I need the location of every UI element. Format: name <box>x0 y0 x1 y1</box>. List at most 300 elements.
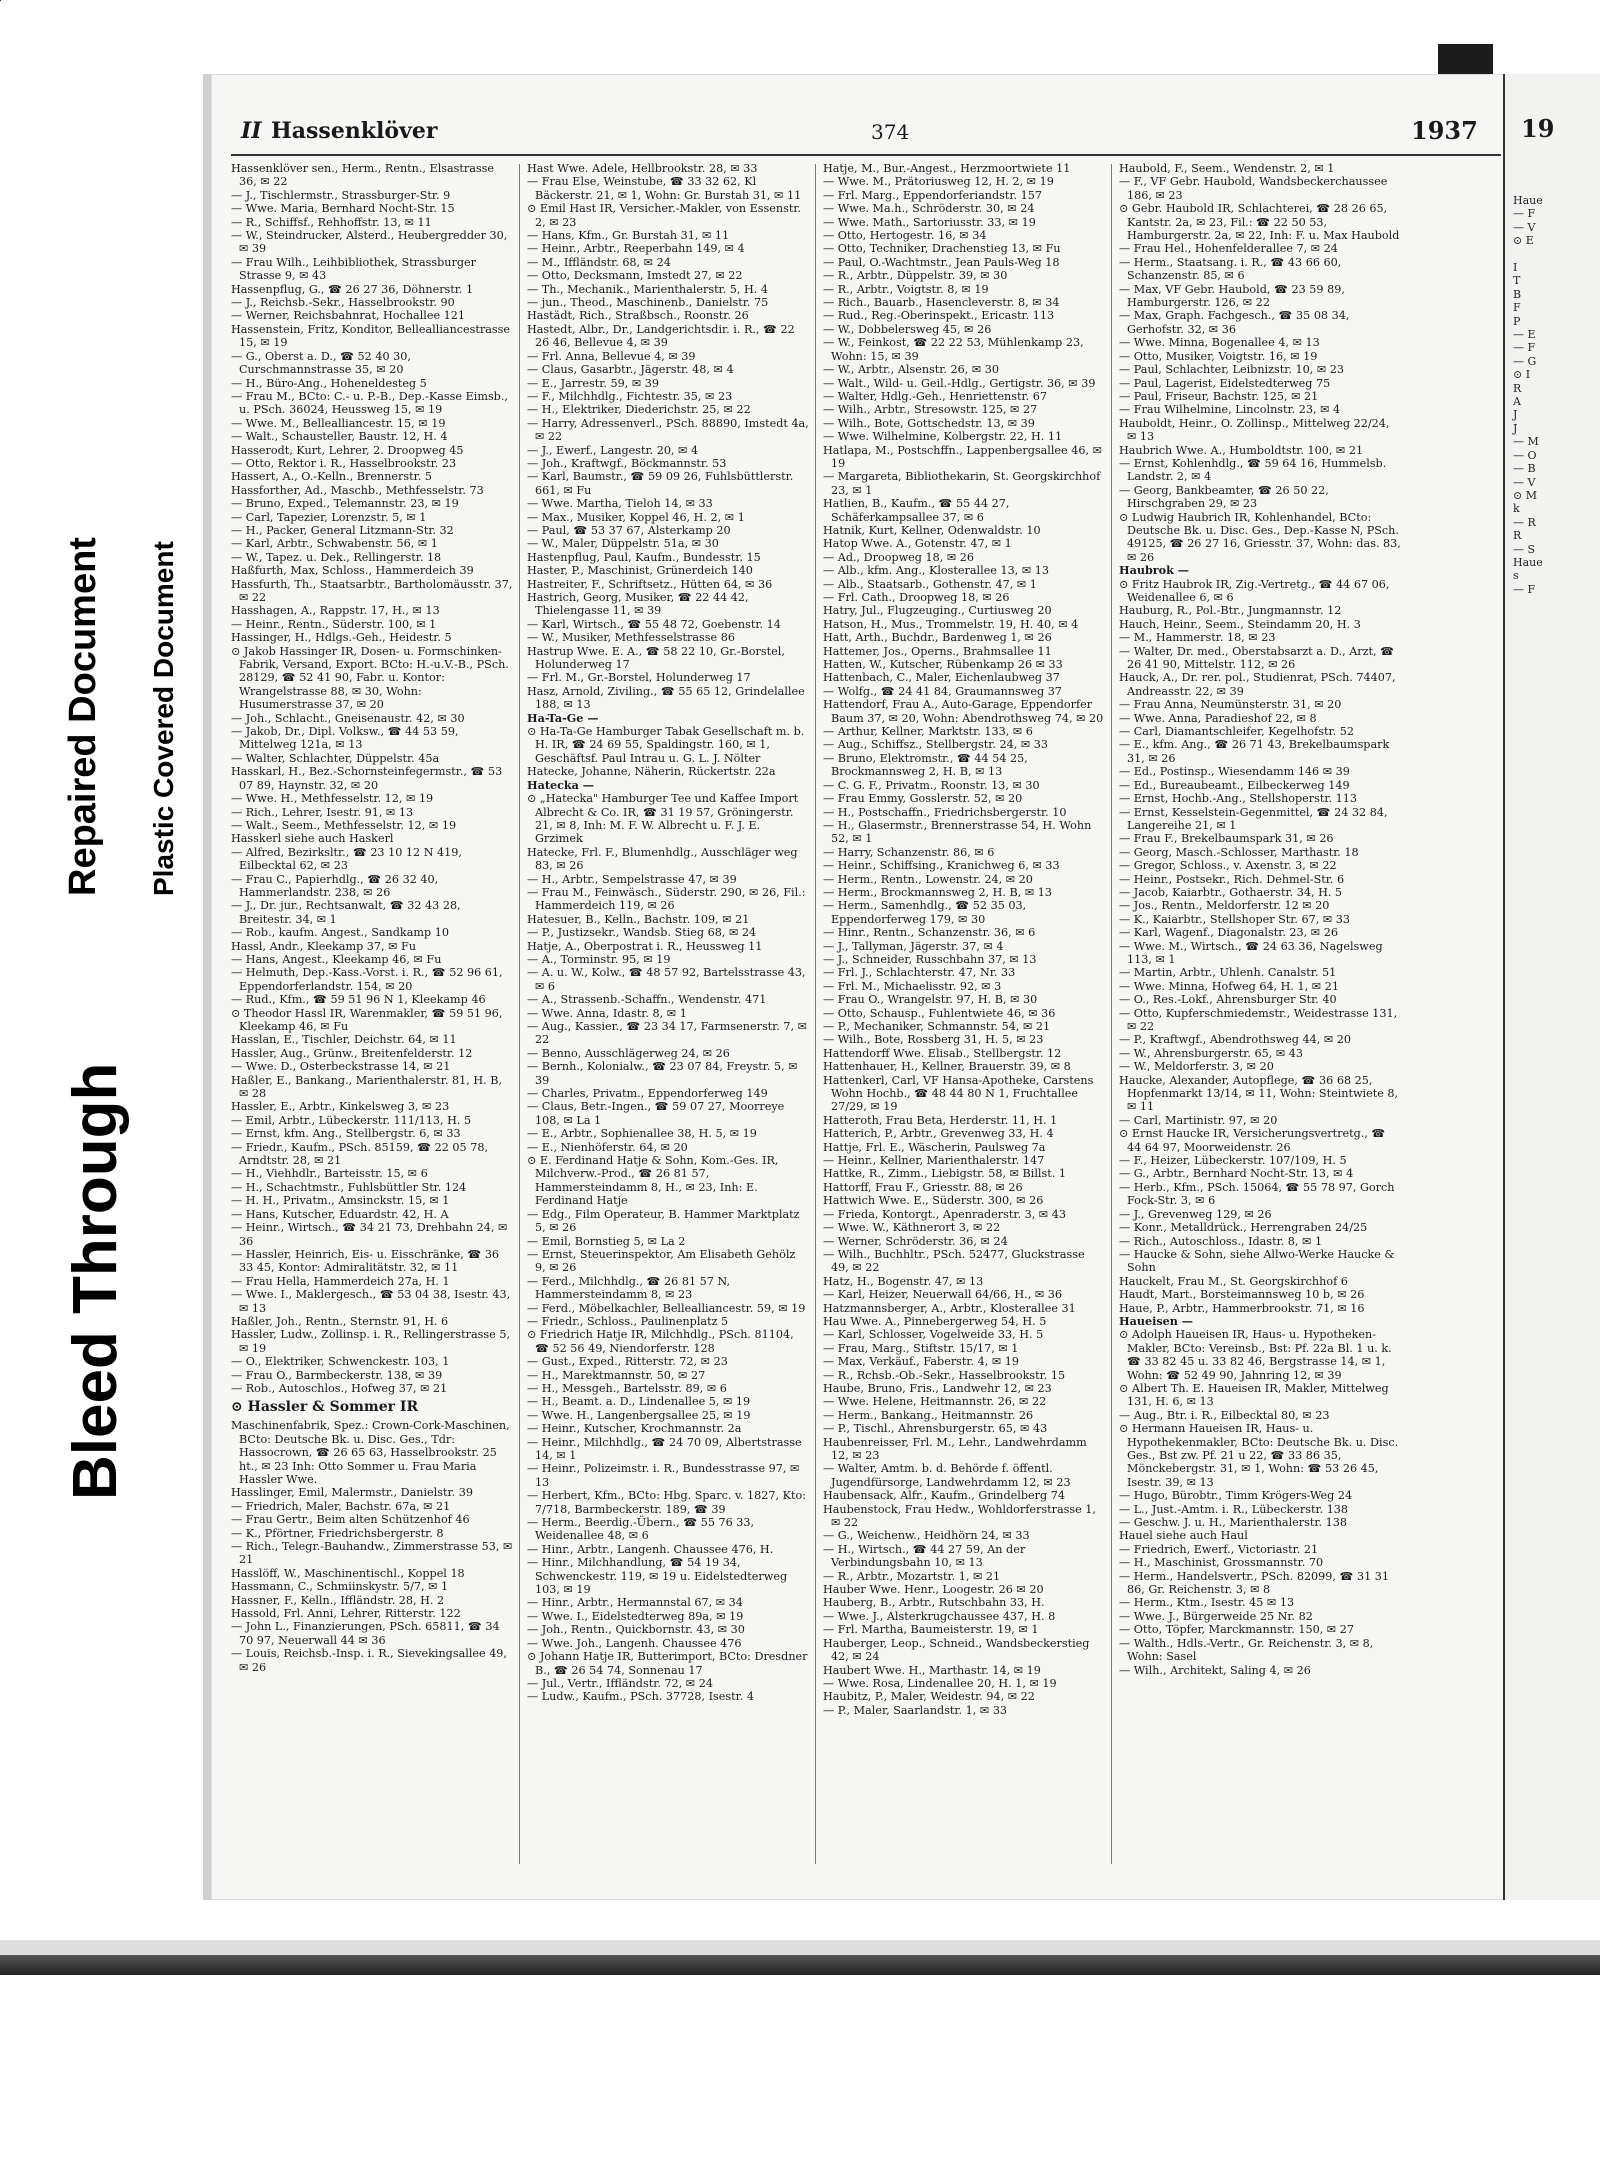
directory-entry: Hauch, Heinr., Seem., Steindamm 20, H. 3 <box>1119 617 1361 631</box>
directory-entry: — H., Maschinist, Grossmannstr. 70 <box>1119 1556 1324 1570</box>
directory-entry: Hattenkerl, Carl, VF Hansa-Apotheke, Carstens Wohn Hochb., ☎ 48 44 80 N 1, Fruchtallee 27/29, ✉ 19 <box>823 1073 1094 1114</box>
directory-entry: — Wwe. Math., Sartoriusstr. 33, ✉ 19 <box>823 215 1036 229</box>
directory-entry: — Heinr., Arbtr., Reeperbahn 149, ✉ 4 <box>527 242 745 256</box>
directory-entry: Hauburg, R., Pol.-Btr., Jungmannstr. 12 <box>1119 604 1342 618</box>
directory-entry: — Herb., Kfm., PSch. 15064, ☎ 55 78 97, Gorch Fock-Str. 3, ✉ 6 <box>1119 1180 1395 1208</box>
directory-entry: — F., VF Gebr. Haubold, Wandsbeckerchaussee 186, ✉ 23 <box>1119 175 1388 202</box>
directory-entry: — Gregor, Schloss., v. Axenstr. 3, ✉ 22 <box>1119 859 1337 873</box>
directory-entry: Hastrup Wwe. E. A., ☎ 58 22 10, Gr.-Borstel, Holunderweg 17 <box>527 644 785 672</box>
directory-entry: Hast Wwe. Adele, Hellbrookstr. 28, ✉ 33 <box>527 162 758 175</box>
directory-entry: — H., Wirtsch., ☎ 44 27 59, An der Verbindungsbahn 10, ✉ 13 <box>823 1542 1026 1570</box>
directory-entry: — Margareta, Bibliothekarin, St. Georgskirchhof 23, ✉ 1 <box>823 470 1101 497</box>
directory-entry: — Walter, Hdlg.-Geh., Henriettenstr. 67 <box>823 389 1047 403</box>
column-divider <box>815 164 816 1864</box>
directory-entry: — Heinr., Wirtsch., ☎ 34 21 73, Drehbahn 24, ✉ 36 <box>231 1221 508 1248</box>
directory-entry: — Hinr., Arbtr., Langenh. Chaussee 476, H. <box>527 1542 774 1556</box>
scanner-bed-band <box>0 1955 1600 1975</box>
directory-entry: Hatt, Arth., Buchdr., Bardenweg 1, ✉ 26 <box>823 631 1052 645</box>
directory-entry: Hatecke, Frl. F., Blumenhdlg., Ausschläger weg 83, ✉ 26 <box>527 845 798 873</box>
directory-entry: — G., Arbtr., Bernhard Nocht-Str. 13, ✉ 4 <box>1119 1167 1354 1181</box>
directory-entry: — W., Tapez. u. Dek., Rellingerstr. 18 <box>231 550 442 564</box>
directory-entry: Hauckelt, Frau M., St. Georgskirchhof 6 <box>1119 1274 1348 1288</box>
directory-entry: — Frau Gertr., Beim alten Schützenhof 46 <box>231 1513 470 1527</box>
directory-entry: — Max., Musiker, Koppel 46, H. 2, ✉ 1 <box>527 510 745 524</box>
directory-entry: — Carl, Tapezier, Lorenzstr. 5, ✉ 1 <box>231 510 427 524</box>
directory-entry: — Georg, Masch.-Schlosser, Marthastr. 18 <box>1119 845 1359 859</box>
scan-bottom-strip <box>0 1940 1600 1955</box>
directory-entry: Ha-Ta-Ge — <box>527 710 599 725</box>
facing-page-line <box>1513 248 1600 261</box>
directory-entry: — W., Steindrucker, Alsterd., Heubergredder 30, ✉ 39 <box>231 229 508 256</box>
directory-entry: Hassl, Andr., Kleekamp 37, ✉ Fu <box>231 939 417 953</box>
directory-entry: — E., Nienhöferstr. 64, ✉ 20 <box>527 1140 688 1154</box>
directory-entry: Hattenbach, C., Maler, Eichenlaubweg 37 <box>823 671 1060 685</box>
directory-entry: — Wwe. Minna, Hofweg 64, H. 1, ✉ 21 <box>1119 979 1339 993</box>
directory-entry: — H., Packer, General Litzmann-Str. 32 <box>231 523 454 537</box>
facing-page-line: R <box>1513 381 1522 395</box>
directory-entry: — Max, Verkäuf., Faberstr. 4, ✉ 19 <box>823 1355 1020 1369</box>
directory-entry: — Frau C., Papierhdlg., ☎ 26 32 40, Hammerlandstr. 238, ✉ 26 <box>231 872 439 899</box>
directory-entry: — Wolfg., ☎ 24 41 84, Graumannsweg 37 <box>823 684 1062 698</box>
directory-entry: — Wilh., Bote, Rossberg 31, H. 5, ✉ 23 <box>823 1033 1044 1047</box>
facing-page-line: — R <box>1513 515 1536 529</box>
directory-entry: — Ernst, Kesselstein-Gegenmittel, ☎ 24 32 84, Langereihe 21, ✉ 1 <box>1119 805 1388 832</box>
facing-page-line: — G <box>1513 354 1537 368</box>
directory-entry: — Karl, Baumstr., ☎ 59 09 26, Fuhlsbüttlerstr. 661, ✉ Fu <box>527 470 794 497</box>
directory-entry: — A., Strassenb.-Schaffn., Wendenstr. 471 <box>527 993 767 1007</box>
directory-entry: — Hinr., Arbtr., Hermannstal 67, ✉ 34 <box>527 1596 743 1610</box>
directory-page <box>203 74 1509 1900</box>
facing-page-line: ⊙ M <box>1513 488 1537 502</box>
directory-entry: — M., Iffländstr. 68, ✉ 24 <box>527 255 671 269</box>
directory-entry: — W., Maler, Düppelstr. 51a, ✉ 30 <box>527 537 719 551</box>
directory-entry: — Werner, Reichsbahnrat, Hochallee 121 <box>231 309 465 323</box>
directory-entry: — Frau Hel., Hohenfelderallee 7, ✉ 24 <box>1119 242 1338 256</box>
directory-entry: — Frau Else, Weinstube, ☎ 33 32 62, Kl Bäckerstr. 21, ✉ 1, Wohn: Gr. Burstah 31, ✉ 11 <box>527 175 802 202</box>
directory-entry: — Geschw. J. u. H., Marienthalerstr. 138 <box>1119 1516 1347 1530</box>
directory-entry: Hau Wwe. A., Pinnebergerweg 54, H. 5 <box>823 1314 1047 1328</box>
directory-entry: Haueisen — <box>1119 1313 1193 1328</box>
directory-column-2 <box>527 162 809 1882</box>
directory-entry: Hauberger, Leop., Schneid., Wandsbeckerstieg 42, ✉ 24 <box>823 1636 1090 1664</box>
facing-page-line: Haue <box>1513 555 1543 569</box>
directory-entry: — Alfred, Bezirksltr., ☎ 23 10 12 N 419, Eilbecktal 62, ✉ 23 <box>231 845 462 873</box>
directory-entry: Hastedt, Albr., Dr., Landgerichtsdir. i. R., ☎ 22 26 46, Bellevue 4, ✉ 39 <box>527 322 795 350</box>
directory-entry: — Emil, Arbtr., Lübeckerstr. 111/113, H. 5 <box>231 1113 472 1127</box>
directory-entry: Hassenstein, Fritz, Konditor, Bellealliancestrasse 15, ✉ 19 <box>231 322 511 350</box>
directory-entry: — W., Feinkost, ☎ 22 22 53, Mühlenkamp 23, Wohn: 15, ✉ 39 <box>823 336 1084 363</box>
directory-column-4 <box>1119 162 1401 1882</box>
plastic-covered-label: Plastic Covered Document <box>148 541 179 896</box>
directory-entry: — Otto, Hertogestr. 16, ✉ 34 <box>823 229 987 243</box>
directory-entry: — Arthur, Kellner, Marktstr. 133, ✉ 6 <box>823 725 1033 739</box>
directory-entry: — R., Rchsb.-Ob.-Sekr., Hasselbrookstr. 15 <box>823 1368 1066 1382</box>
directory-entry: — Wwe. Minna, Bogenallee 4, ✉ 13 <box>1119 336 1320 350</box>
directory-entry: — J., Ewerf., Langestr. 20, ✉ 4 <box>527 443 699 457</box>
directory-entry: — Rud., Kfm., ☎ 59 51 96 N 1, Kleekamp 46 <box>231 993 486 1007</box>
directory-entry: — R., Arbtr., Mozartstr. 1, ✉ 21 <box>823 1569 1001 1583</box>
directory-entry: — O., Elektriker, Schwenckestr. 103, 1 <box>231 1355 450 1369</box>
directory-entry: — Heinr., Milchhdlg., ☎ 24 70 09, Albertstrasse 14, ✉ 1 <box>527 1435 802 1462</box>
directory-entry: — G., Weichenw., Heidhörn 24, ✉ 33 <box>823 1529 1030 1543</box>
facing-page-line: F <box>1513 301 1521 315</box>
directory-entry: — Wwe. J., Alsterkrugchaussee 437, H. 8 <box>823 1609 1056 1623</box>
directory-entry: — G., Oberst a. D., ☎ 52 40 30, Curschmannstrasse 35, ✉ 20 <box>231 349 411 377</box>
directory-entry: — Walt., Schausteller, Baustr. 12, H. 4 <box>231 430 448 444</box>
directory-entry: Haubold, F., Seem., Wendenstr. 2, ✉ 1 <box>1119 162 1335 175</box>
directory-entry: — Paul, O.-Wachtmstr., Jean Pauls-Weg 18 <box>823 255 1060 269</box>
directory-entry: — Max, VF Gebr. Haubold, ☎ 23 59 89, Hamburgerstr. 126, ✉ 22 <box>1119 282 1345 310</box>
directory-entry: — Wwe. D., Osterbeckstrasse 14, ✉ 21 <box>231 1060 451 1074</box>
directory-entry: — Karl, Arbtr., Schwabenstr. 56, ✉ 1 <box>231 537 438 551</box>
directory-entry: — Paul, Lagerist, Eidelstedterweg 75 <box>1119 376 1331 390</box>
directory-entry: — Frau O., Barmbeckerstr. 138, ✉ 39 <box>231 1368 443 1382</box>
directory-entry: — Otto, Rektor i. R., Hasselbrookstr. 23 <box>231 456 457 470</box>
directory-entry: — Jacob, Kaiarbtr., Gothaerstr. 34, H. 5 <box>1119 885 1343 899</box>
directory-entry: — Ad., Droopweg 18, ✉ 26 <box>823 550 975 564</box>
directory-entry: — W., Ahrensburgerstr. 65, ✉ 43 <box>1119 1046 1303 1060</box>
directory-entry: — Bruno, Elektromstr., ☎ 44 54 25, Brockmannsweg 2, H. B, ✉ 13 <box>823 751 1028 779</box>
directory-entry: — Herm., Brockmannsweg 2, H. B, ✉ 13 <box>823 885 1053 899</box>
directory-entry: — Edg., Film Operateur, B. Hammer Marktplatz 5, ✉ 26 <box>527 1207 800 1235</box>
directory-entry: Hassinger, H., Hdlgs.-Geh., Heidestr. 5 <box>231 631 452 645</box>
directory-entry: Hassert, A., O.-Kelln., Brennerstr. 5 <box>231 470 432 484</box>
directory-entry: — Frl. Anna, Bellevue 4, ✉ 39 <box>527 349 696 363</box>
directory-entry: Hattke, R., Zimm., Liebigstr. 58, ✉ Billst. 1 <box>823 1167 1066 1181</box>
directory-entry: — J., Reichsb.-Sekr., Hasselbrookstr. 90 <box>231 296 455 310</box>
directory-entry: — Konr., Metalldrück., Herrengraben 24/25 <box>1119 1221 1368 1235</box>
directory-entry: — Th., Mechanik., Marienthalerstr. 5, H. 4 <box>527 282 769 296</box>
directory-entry: — Ernst, kfm. Ang., Stellbergstr. 6, ✉ 33 <box>231 1127 461 1141</box>
directory-entry: Hasslöff, W., Maschinentischl., Koppel 18 <box>231 1566 465 1580</box>
directory-entry: — Rich., Autoschloss., Idastr. 8, ✉ 1 <box>1119 1234 1323 1248</box>
directory-entry: — Frau Wilh., Leihbibliothek, Strassburger Strasse 9, ✉ 43 <box>231 255 476 283</box>
header-rule <box>231 154 1501 156</box>
directory-entry: — Ernst, Hochb.-Ang., Stellshoperstr. 113 <box>1119 792 1357 806</box>
dark-corner-right <box>1438 44 1493 76</box>
facing-page-line: — E <box>1513 328 1536 342</box>
directory-entry: — Harry, Adressenverl., PSch. 88890, Imstedt 4a, ✉ 22 <box>527 416 809 444</box>
directory-entry: — Frau, Marg., Stiftstr. 15/17, ✉ 1 <box>823 1341 1019 1355</box>
directory-entry: — Heinr., Kellner, Marienthalerstr. 147 <box>823 1154 1045 1168</box>
directory-entry: — H. H., Privatm., Amsinckstr. 15, ✉ 1 <box>231 1194 450 1208</box>
directory-entry: — Herm., Bankang., Heitmannstr. 26 <box>823 1408 1034 1422</box>
directory-entry: — P., Justizsekr., Wandsb. Stieg 68, ✉ 24 <box>527 926 757 940</box>
directory-entry: Hatecka — <box>527 777 594 792</box>
directory-entry: — Claus, Gasarbtr., Jägerstr. 48, ✉ 4 <box>527 363 734 377</box>
directory-entry: Hassner, F., Kelln., Iffländstr. 28, H. 2 <box>231 1593 445 1607</box>
directory-entry: Hassmann, C., Schmiinskystr. 5/7, ✉ 1 <box>231 1580 449 1594</box>
directory-entry: — Rich., Lehrer, Isestr. 91, ✉ 13 <box>231 805 414 819</box>
directory-entry: Haudt, Mart., Borsteimannsweg 10 b, ✉ 26 <box>1119 1288 1365 1302</box>
directory-entry: — E., Jarrestr. 59, ✉ 39 <box>527 376 660 390</box>
directory-entry: — Wwe. Maria, Bernhard Nocht-Str. 15 <box>231 202 455 216</box>
directory-entry: — J., Tischlermstr., Strassburger-Str. 9 <box>231 188 451 202</box>
directory-entry: Haube, Bruno, Fris., Landwehr 12, ✉ 23 <box>823 1381 1052 1395</box>
facing-page-line: — V <box>1513 220 1536 234</box>
directory-entry: — Wwe. M., Wirtsch., ☎ 24 63 36, Nagelsweg 113, ✉ 1 <box>1119 939 1383 966</box>
directory-entry: — H., Elektriker, Diederichstr. 25, ✉ 22 <box>527 403 751 417</box>
directory-entry: — Walter, Amtm. b. d. Behörde f. öffentl. Jugendfürsorge, Landwehrdamm 12, ✉ 23 <box>823 1462 1071 1489</box>
directory-entry: — Frl. Marg., Eppendorferiandstr. 157 <box>823 188 1042 202</box>
directory-entry: — O., Res.-Lokf., Ahrensburger Str. 40 <box>1119 993 1337 1007</box>
directory-entry: ⊙ Gebr. Haubold IR, Schlachterei, ☎ 28 26 65, Kantstr. 2a, ✉ 23, Fil.: ☎ 22 50 53, Hamburgerstr. 2a, ✉ 22, Inh: F. u. Max Haubold <box>1119 202 1400 243</box>
directory-entry: — Frl. Cath., Droopweg 18, ✉ 26 <box>823 591 1010 604</box>
page-headword: Hassenklöver <box>271 118 438 144</box>
facing-page-line: I <box>1513 261 1518 275</box>
directory-entry: — Wwe. M., Prätoriusweg 12, H. 2, ✉ 19 <box>823 175 1054 189</box>
directory-entry: — Walth., Hdls.-Vertr., Gr. Reichenstr. 3, ✉ 8, Wohn: Sasel <box>1119 1636 1374 1664</box>
directory-entry: Hasshagen, A., Rappstr. 17, H., ✉ 13 <box>231 604 440 618</box>
directory-entry: — Charles, Privatm., Eppendorferweg 149 <box>527 1087 768 1101</box>
directory-entry: ⊙ Ludwig Haubrich IR, Kohlenhandel, BCto: Deutsche Bk. u. Disc. Ges., Dep.-Kasse N, PSch. 49125, ☎ 26 27 16, Griesstr. 37, Wohn: das. 83, ✉ 26 <box>1119 510 1401 564</box>
directory-entry: — P., Maler, Saarlandstr. 1, ✉ 33 <box>823 1703 1008 1717</box>
directory-entry: — Paul, Schlachter, Leibnizstr. 10, ✉ 23 <box>1119 363 1344 377</box>
directory-entry: — C. G. F., Privatm., Roonstr. 13, ✉ 30 <box>823 778 1040 792</box>
directory-entry: — Alb., Staatsarb., Gothenstr. 47, ✉ 1 <box>823 577 1037 591</box>
directory-entry: — Rich., Telegr.-Bauhandw., Zimmerstrasse 53, ✉ 21 <box>231 1540 513 1567</box>
facing-page-line: k <box>1513 502 1520 516</box>
facing-page-edge <box>1503 74 1600 1900</box>
directory-entry: — Walter, Dr. med., Oberstabsarzt a. D., Arzt, ☎ 26 41 90, Mittelstr. 112, ✉ 26 <box>1119 644 1395 672</box>
directory-entry: — A. u. W., Kolw., ☎ 48 57 92, Bartelsstrasse 43, ✉ 6 <box>527 966 806 993</box>
directory-entry: — Herm., Beerdig.-Übern., ☎ 55 76 33, Weidenallee 48, ✉ 6 <box>527 1516 755 1543</box>
directory-entry: — Friedr., Schloss., Paulinenplatz 5 <box>527 1314 729 1328</box>
directory-entry: Hauber Wwe. Henr., Loogestr. 26 ✉ 20 <box>823 1583 1044 1597</box>
directory-entry: Hasslan, E., Tischler, Deichstr. 64, ✉ 11 <box>231 1033 457 1047</box>
directory-entry: ⊙ Hermann Haueisen IR, Haus- u. Hypothekenmakler, BCto: Deutsche Bk. u. Disc. Ges., Bst zw. Pf. 21 u 22, ☎ 33 86 35, Mönckebergstr. 31, ✉ 1, Wohn: ☎ 53 26 45, Isestr. 39, ✉ 13 <box>1119 1422 1399 1489</box>
directory-entry: — Aug., Schiffsz., Stellbergstr. 24, ✉ 33 <box>823 738 1049 752</box>
directory-entry: — Frau Anna, Neumünsterstr. 31, ✉ 20 <box>1119 698 1342 712</box>
directory-entry: Hatz, H., Bogenstr. 47, ✉ 13 <box>823 1274 984 1288</box>
directory-entry: — Carl, Diamantschleifer, Kegelhofstr. 52 <box>1119 725 1355 739</box>
facing-page-line: B <box>1513 287 1522 301</box>
page-header <box>231 114 1501 148</box>
directory-entry: — J., Schneider, Russchbahn 37, ✉ 13 <box>823 952 1037 966</box>
directory-entry: Hauberg, B., Arbtr., Rutschbahn 33, H. <box>823 1596 1045 1610</box>
directory-entry: — Hinr., Rentn., Schanzenstr. 36, ✉ 6 <box>823 926 1036 940</box>
directory-entry: — H., Marektmannstr. 50, ✉ 27 <box>527 1368 706 1382</box>
directory-entry: — H., Büro-Ang., Hoheneldesteg 5 <box>231 376 427 390</box>
directory-entry: Hasslinger, Emil, Malermstr., Danielstr. 39 <box>231 1486 473 1500</box>
directory-entry: — Hans, Angest., Kleekamp 46, ✉ Fu <box>231 952 442 966</box>
facing-page-line: J <box>1513 421 1518 435</box>
facing-page-line: — F <box>1513 582 1536 596</box>
directory-entry: Haubrok — <box>1119 563 1189 578</box>
facing-page-line: — F <box>1513 207 1536 221</box>
directory-entry: — F., Milchhdlg., Fichtestr. 35, ✉ 23 <box>527 389 733 403</box>
directory-entry: — Wilh., Arbtr., Stresowstr. 125, ✉ 27 <box>823 403 1038 417</box>
directory-entry: — Wwe. J., Bürgerweide 25 Nr. 82 <box>1119 1609 1313 1623</box>
directory-entry: Haubert Wwe. H., Marthastr. 14, ✉ 19 <box>823 1663 1041 1677</box>
directory-entry: Hatteroth, Frau Beta, Herderstr. 11, H. 1 <box>823 1113 1058 1127</box>
directory-entry: — Ed., Postinsp., Wiesendamm 146 ✉ 39 <box>1119 765 1350 779</box>
directory-entry: Haubenstock, Frau Hedw., Wohldorferstrasse 1, ✉ 22 <box>823 1502 1096 1530</box>
directory-entry: — Wilh., Buchhltr., PSch. 52477, Gluckstrasse 49, ✉ 22 <box>823 1247 1085 1275</box>
directory-entry: ⊙ Theodor Hassl IR, Warenmakler, ☎ 59 51 96, Kleekamp 46, ✉ Fu <box>231 1006 503 1033</box>
directory-entry: Hattenhauer, H., Kellner, Brauerstr. 39, ✉ 8 <box>823 1060 1071 1074</box>
facing-page-line: — S <box>1513 542 1536 556</box>
bleed-through-label: Bleed Through <box>61 1062 130 1500</box>
directory-entry: Hasskarl, H., Bez.-Schornsteinfegermstr., ☎ 53 07 89, Haynstr. 32, ✉ 20 <box>231 765 503 792</box>
directory-entry: — Otto, Decksmann, Imstedt 27, ✉ 22 <box>527 269 743 283</box>
facing-year-label: 19 <box>1521 114 1555 143</box>
directory-entry: Hastreiter, F., Schriftsetz., Hütten 64, ✉ 36 <box>527 577 773 591</box>
directory-entry: — Heinr., Kutscher, Krochmannstr. 2a <box>527 1422 742 1436</box>
directory-entry: — Frl. J., Schlachterstr. 47, Nr. 33 <box>823 966 1016 980</box>
directory-entry: Maschinenfabrik, Spez.: Crown-Cork-Maschinen, BCto: Deutsche Bk. u. Disc. Ges., Tdr: Hassocrown, ☎ 26 65 63, Hasselbrookstr. 25 ht., ✉ 23 Inh: Otto Sommer u. Frau Maria Hassler Wwe. <box>231 1419 510 1486</box>
directory-entry: ⊙ Albert Th. E. Haueisen IR, Makler, Mittelweg 131, H. 6, ✉ 13 <box>1119 1381 1389 1409</box>
directory-entry: — Louis, Reichsb.-Insp. i. R., Sievekingsallee 49, ✉ 26 <box>231 1647 507 1674</box>
directory-entry: Hatlien, B., Kaufm., ☎ 55 44 27, Schäferkampsallee 37, ✉ 6 <box>823 497 1010 524</box>
directory-entry: — J., Tallyman, Jägerstr. 37, ✉ 4 <box>823 939 1004 953</box>
directory-entry: — Herm., Ktm., Isestr. 45 ✉ 13 <box>1119 1596 1295 1610</box>
directory-entry: ⊙ E. Ferdinand Hatje & Sohn, Kom.-Ges. IR, Milchverw.-Prod., ☎ 26 81 57, Hammersteindamm 8, H., ✉ 23, Inh: E. Ferdinand Hatje <box>527 1154 779 1208</box>
directory-entry: — Aug., Btr. i. R., Eilbecktal 80, ✉ 23 <box>1119 1408 1330 1422</box>
directory-entry: — Rob., kaufm. Angest., Sandkamp 10 <box>231 926 449 940</box>
directory-entry: — Frl. M., Gr.-Borstel, Holunderweg 17 <box>527 671 751 685</box>
directory-entry: — Harry, Schanzenstr. 86, ✉ 6 <box>823 845 995 859</box>
directory-entry: Haubitz, P., Maler, Weidestr. 94, ✉ 22 <box>823 1690 1035 1704</box>
directory-entry: — E., kfm. Ang., ☎ 26 71 43, Brekelbaumspark 31, ✉ 26 <box>1119 738 1390 765</box>
directory-entry: — Wwe. Anna, Paradieshof 22, ✉ 8 <box>1119 711 1317 725</box>
directory-entry: Hatson, H., Mus., Trommelstr. 19, H. 40, ✉ 4 <box>823 617 1079 631</box>
directory-entry: — Wwe. M., Bellealliancestr. 15, ✉ 19 <box>231 416 446 430</box>
directory-entry: Hatop Wwe. A., Gotenstr. 47, ✉ 1 <box>823 537 1012 551</box>
directory-column-1 <box>231 162 513 1882</box>
directory-entry: ⊙ Ha-Ta-Ge Hamburger Tabak Gesellschaft m. b. H. IR, ☎ 24 69 55, Spaldingstr. 160, ✉ 1, Geschäftsf. Paul Intrau u. G. L. J. Nölter <box>527 725 805 765</box>
directory-entry: — K., Pförtner, Friedrichsbergerstr. 8 <box>231 1526 444 1540</box>
directory-entry: — Hassler, Heinrich, Eis- u. Eisschränke, ☎ 36 33 45, Kontor: Admiralitätstr. 32, ✉ 11 <box>231 1247 500 1275</box>
directory-entry: — Gust., Exped., Ritterstr. 72, ✉ 23 <box>527 1355 728 1369</box>
directory-entry: Hastrich, Georg, Musiker, ☎ 22 44 42, Thielengasse 11, ✉ 39 <box>527 591 749 618</box>
directory-entry: — Frau M., BCto: C.- u. P.-B., Dep.-Kasse Eimsb., u. PSch. 36024, Heussweg 15, ✉ 19 <box>231 389 508 417</box>
directory-entry: — Heinr., Polizeimstr. i. R., Bundesstrasse 97, ✉ 13 <box>527 1462 800 1489</box>
directory-entry: Hatlapa, M., Postschffn., Lappenbergsallee 46, ✉ 19 <box>823 443 1102 470</box>
directory-entry: ⊙ „Hatecka" Hamburger Tee und Kaffee Import Albrecht & Co. IR, ☎ 31 19 57, Gröningerstr. 21, ✉ 8, Inh: M. F. W. Albrecht u. F. J. E. Grzimek <box>527 792 799 846</box>
directory-entry: — Hans, Kutscher, Eduardstr. 42, H. A <box>231 1207 449 1221</box>
directory-entry: Haubrich Wwe. A., Humboldtstr. 100, ✉ 21 <box>1119 443 1364 457</box>
directory-entry: Haster, P., Maschinist, Grünerdeich 140 <box>527 564 753 578</box>
facing-page-line: ⊙ I <box>1513 368 1531 382</box>
directory-entry: — Ernst, Kohlenhdlg., ☎ 59 64 16, Hummelsb. Landstr. 2, ✉ 4 <box>1119 456 1387 484</box>
directory-entry: — Hans, Kfm., Gr. Burstah 31, ✉ 11 <box>527 229 730 243</box>
year-label: 1937 <box>1411 116 1478 145</box>
directory-entry: — W., Dobbelersweg 45, ✉ 26 <box>823 322 992 336</box>
directory-entry: — Herm., Handelsvertr., PSch. 82099, ☎ 31 31 86, Gr. Reichenstr. 3, ✉ 8 <box>1119 1569 1390 1597</box>
directory-entry: — H., Arbtr., Sempelstrasse 47, ✉ 39 <box>527 872 737 886</box>
scan-margin-top <box>0 0 1600 44</box>
directory-entry: Hassforther, Ad., Maschb., Methfesselstr. 73 <box>231 483 484 497</box>
directory-entry: Hauel siehe auch Haul <box>1119 1529 1248 1543</box>
directory-entry: — Paul, ☎ 53 37 67, Alsterkamp 20 <box>527 523 731 537</box>
directory-entry: — Walt., Wild- u. Geil.-Hdlg., Gertigstr. 36, ✉ 39 <box>823 376 1096 390</box>
directory-entry: Hatterich, P., Arbtr., Grevenweg 33, H. 4 <box>823 1127 1054 1141</box>
directory-entry: — Wwe. Anna, Idastr. 8, ✉ 1 <box>527 1006 687 1020</box>
directory-entry: — E., Arbtr., Sophienallee 38, H. 5, ✉ 19 <box>527 1127 757 1141</box>
directory-entry: Hattorff, Frau F., Griesstr. 88, ✉ 26 <box>823 1180 1023 1194</box>
directory-entry: ⊙ Jakob Hassinger IR, Dosen- u. Formschinken-Fabrik, Versand, Export. BCto: H.-u.V.-B., PSch. 28129, ☎ 52 41 90, Fabr. u. Kontor: Wrangelstrasse 88, ✉ 30, Wohn: Husumerstrasse 37, ✉ 20 <box>231 644 509 712</box>
facing-page-line: Haue <box>1513 194 1543 207</box>
directory-entry: — Ernst, Steuerinspektor, Am Elisabeth Gehölz 9, ✉ 26 <box>527 1247 796 1275</box>
facing-page-line: J <box>1513 408 1518 422</box>
directory-entry: — Jul., Vertr., Iffländstr. 72, ✉ 24 <box>527 1676 713 1690</box>
facing-page-line: — M <box>1513 435 1539 449</box>
directory-entry: — Otto, Schausp., Fuhlentwiete 46, ✉ 36 <box>823 1006 1056 1020</box>
directory-entry: Hasserodt, Kurt, Lehrer, 2. Droopweg 45 <box>231 443 464 457</box>
directory-entry: Haue, P., Arbtr., Hammerbrookstr. 71, ✉ 16 <box>1119 1301 1365 1315</box>
directory-entry: — Frau Emmy, Gosslerstr. 52, ✉ 20 <box>823 792 1023 806</box>
directory-entry: Haucke, Alexander, Autopflege, ☎ 36 68 25, Hopfenmarkt 13/14, ✉ 11, Wohn: Steintwiete 8, ✉ 11 <box>1119 1073 1399 1114</box>
directory-entry: — Friedr., Kaufm., PSch. 85159, ☎ 22 05 78, Arndtstr. 28, ✉ 21 <box>231 1140 488 1168</box>
directory-entry: ⊙ Adolph Haueisen IR, Haus- u. Hypotheken-Makler, BCto: Vereinsb., Bst: Pf. 22a Bl. 1 u. k. ☎ 33 82 45 u. 33 82 46, Bergstrasse 14, ✉ 1, Wohn: ☎ 52 49 90, Jahnring 12, ✉ 39 <box>1119 1328 1392 1382</box>
directory-entry: Hauck, A., Dr. rer. pol., Studienrat, PSch. 74407, Andreasstr. 22, ✉ 39 <box>1119 671 1396 698</box>
directory-entry: — Hugo, Bürobtr., Timm Krögers-Weg 24 <box>1119 1489 1353 1503</box>
directory-entry: Haßler, E., Bankang., Marienthalerstr. 81, H. B, ✉ 28 <box>231 1073 502 1101</box>
directory-entry: — Joh., Kraftwgf., Böckmannstr. 53 <box>527 456 727 470</box>
directory-entry: — Rich., Bauarb., Hasencleverstr. 8, ✉ 34 <box>823 296 1060 310</box>
directory-entry: — Claus, Betr.-Ingen., ☎ 59 07 27, Moorreye 108, ✉ La 1 <box>527 1100 785 1127</box>
directory-entry: ⊙ Friedrich Hatje IR, Milchhdlg., PSch. 81104, ☎ 52 56 49, Niendorferstr. 128 <box>527 1328 794 1355</box>
directory-entry: — Benno, Ausschlägerweg 24, ✉ 26 <box>527 1046 730 1060</box>
directory-entry: Hattwich Wwe. E., Süderstr. 300, ✉ 26 <box>823 1194 1044 1208</box>
directory-entry: — Otto, Töpfer, Marckmannstr. 150, ✉ 27 <box>1119 1623 1354 1637</box>
directory-entry: — Otto, Kupferschmiedemstr., Weidestrasse 131, ✉ 22 <box>1119 1006 1398 1033</box>
directory-entry: — K., Kaiarbtr., Stellshoper Str. 67, ✉ 33 <box>1119 912 1351 926</box>
directory-entry: — Karl, Wirtsch., ☎ 55 48 72, Goebenstr. 14 <box>527 617 781 631</box>
directory-entry: — Aug., Kassier., ☎ 23 34 17, Farmsenerstr. 7, ✉ 22 <box>527 1020 808 1047</box>
directory-entry: Hastädt, Rich., Straßbsch., Roonstr. 26 <box>527 309 749 323</box>
directory-entry: — Walt., Seem., Methfesselstr. 12, ✉ 19 <box>231 818 457 832</box>
directory-entry: — Herm., Samenhdlg., ☎ 52 35 03, Eppendorferweg 179, ✉ 30 <box>823 899 1027 926</box>
directory-entry: ⊙ Fritz Haubrok IR, Zig.-Vertretg., ☎ 44 67 06, Weidenallee 6, ✉ 6 <box>1119 577 1390 604</box>
directory-entry: — Ferd., Milchhdlg., ☎ 26 81 57 N, Hammersteindamm 8, ✉ 23 <box>527 1274 731 1302</box>
directory-entry: Hatnik, Kurt, Kellner, Odenwaldstr. 10 <box>823 523 1041 537</box>
directory-entry: — Carl, Martinistr. 97, ✉ 20 <box>1119 1113 1278 1127</box>
directory-entry: — L., Just.-Amtm. i. R., Lübeckerstr. 138 <box>1119 1502 1349 1516</box>
directory-entry: — Otto, Musiker, Voigtstr. 16, ✉ 19 <box>1119 349 1318 363</box>
directory-entry: — Wwe. Wilhelmine, Kolbergstr. 22, H. 11 <box>823 430 1063 444</box>
directory-entry: — Karl, Wagenf., Diagonalstr. 23, ✉ 26 <box>1119 926 1338 940</box>
directory-entry: ⊙ Emil Hast IR, Versicher.-Makler, von Essenstr. 2, ✉ 23 <box>527 202 802 229</box>
directory-entry: — Ed., Bureaubeamt., Eilbeckerweg 149 <box>1119 778 1350 792</box>
directory-entry: Hassfurth, Th., Staatsarbtr., Bartholomäusstr. 37, ✉ 22 <box>231 577 513 604</box>
directory-entry: — H., Messgeh., Bartelsstr. 89, ✉ 6 <box>527 1381 727 1395</box>
facing-page-line: A <box>1513 395 1521 409</box>
directory-entry: Hatje, A., Oberpostrat i. R., Heussweg 11 <box>527 939 763 953</box>
directory-entry: Hassenpflug, G., ☎ 26 27 36, Döhnerstr. 1 <box>231 282 474 296</box>
section-roman: II <box>241 118 262 144</box>
directory-entry: — Frl. M., Michaelisstr. 92, ✉ 3 <box>823 979 1002 993</box>
facing-page-line: — B <box>1513 462 1536 476</box>
directory-entry: — Helmuth, Dep.-Kass.-Vorst. i. R., ☎ 52 96 61, Eppendorferlandstr. 154, ✉ 20 <box>231 966 503 993</box>
directory-entry: — Wwe. Rosa, Lindenallee 20, H. 1, ✉ 19 <box>823 1676 1057 1690</box>
directory-entry: — Herbert, Kfm., BCto: Hbg. Sparc. v. 1827, Kto: 7/718, Barmbeckerstr. 189, ☎ 39 <box>527 1489 806 1516</box>
directory-entry: ⊙ Hassler & Sommer IR <box>231 1399 419 1416</box>
facing-page-line: — V <box>1513 475 1536 489</box>
directory-entry: — Frau Hella, Hammerdeich 27a, H. 1 <box>231 1274 450 1288</box>
directory-entry: — H., Viehhdlr., Barteisstr. 15, ✉ 6 <box>231 1167 428 1181</box>
directory-entry: Hatje, M., Bur.-Angest., Herzmoortwiete 11 <box>823 162 1071 175</box>
directory-entry: — Wwe. Helene, Heitmannstr. 26, ✉ 22 <box>823 1395 1047 1409</box>
column-divider <box>1111 164 1112 1864</box>
directory-entry: — Martin, Arbtr., Uhlenh. Canalstr. 51 <box>1119 966 1337 980</box>
directory-entry: — Frl. Martha, Baumeisterstr. 19, ✉ 1 <box>823 1623 1039 1637</box>
facing-page-line: ⊙ E <box>1513 234 1534 248</box>
directory-entry: Hatecke, Johanne, Näherin, Rückertstr. 22a <box>527 765 776 779</box>
directory-entry: Hassler, Ludw., Zollinsp. i. R., Rellingerstrasse 5, ✉ 19 <box>231 1328 510 1355</box>
directory-entry: — Wwe. Martha, Tieloh 14, ✉ 33 <box>527 497 713 511</box>
